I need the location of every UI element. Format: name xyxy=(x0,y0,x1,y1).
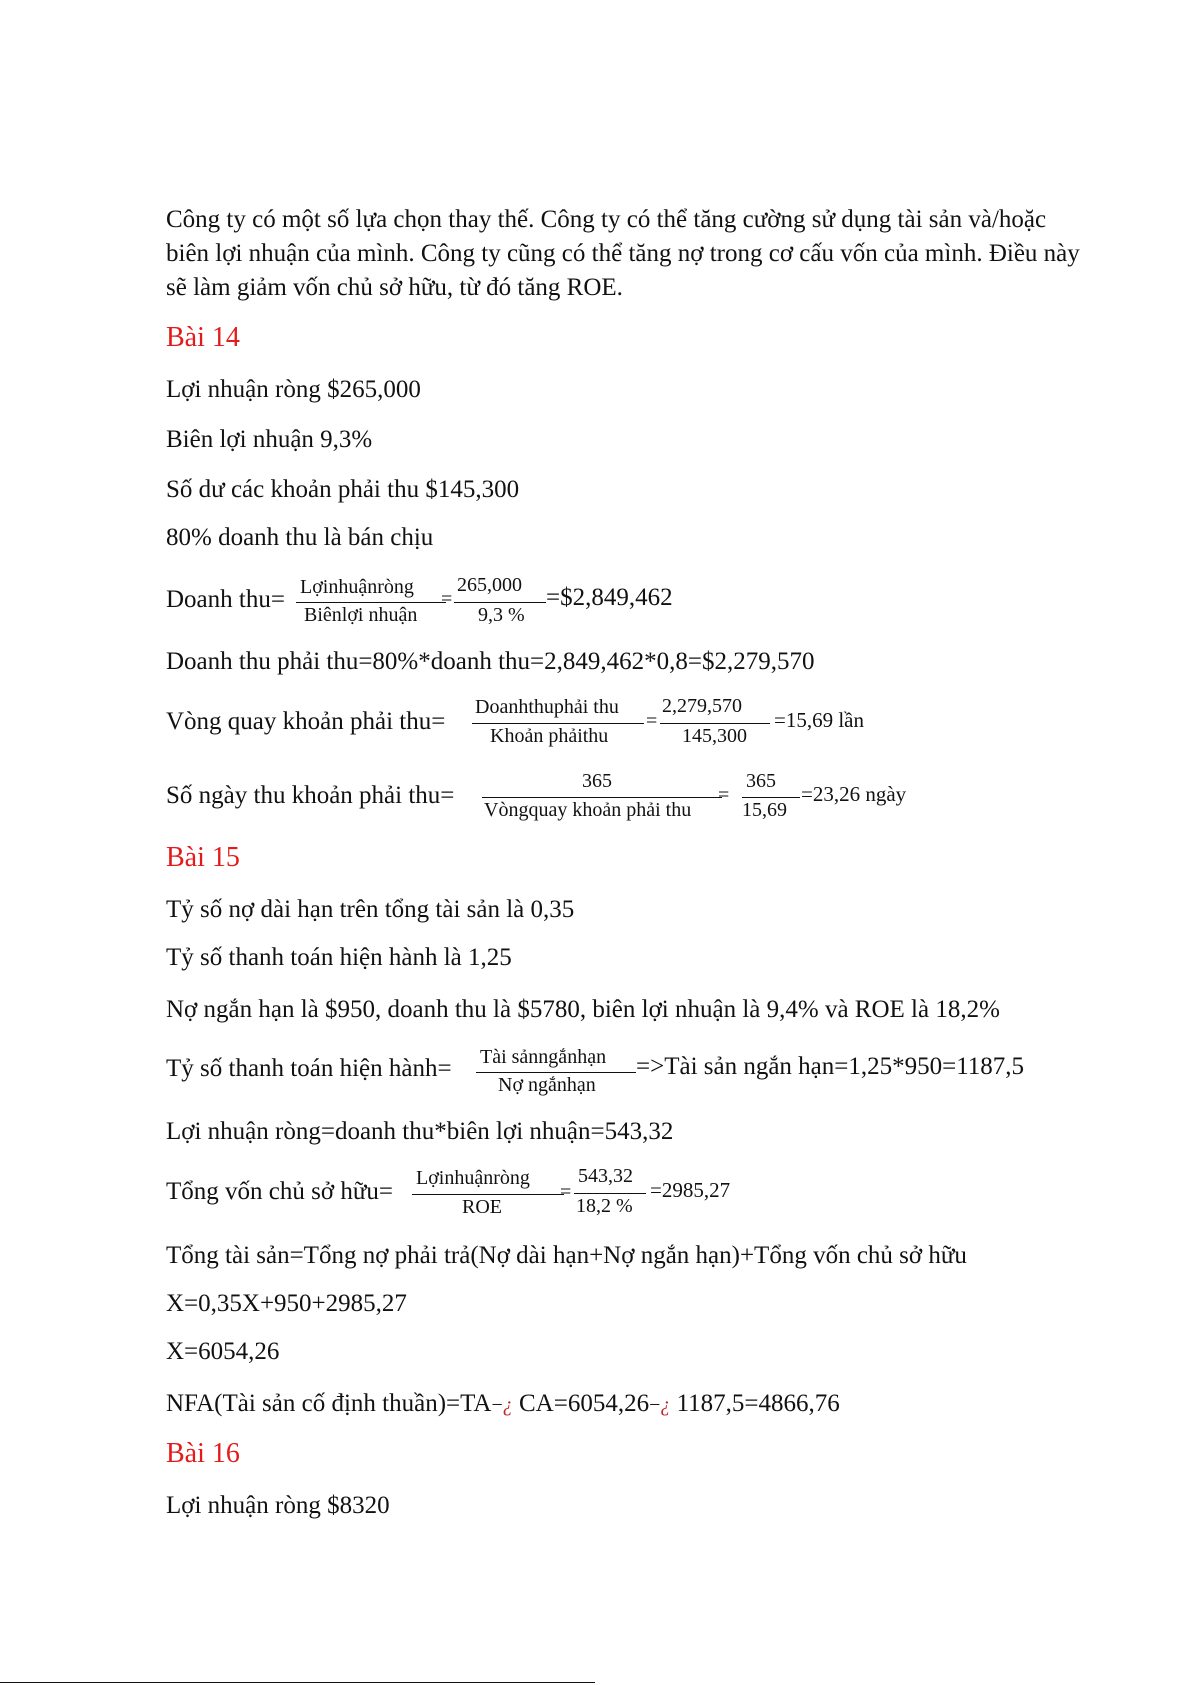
fraction-denominator: 15,69 xyxy=(742,799,787,821)
fraction-numerator: Lợinhuậnròng xyxy=(300,576,414,598)
formula-result: =>Tài sản ngắn hạn=1,25*950=1187,5 xyxy=(636,1053,1025,1080)
formula-doanh-thu xyxy=(166,584,285,616)
fraction-numerator: 365 xyxy=(582,770,612,792)
formula-label: Tỷ số thanh toán hiện hành= xyxy=(166,1055,452,1082)
fraction-denominator: 145,300 xyxy=(682,725,747,747)
bai15-line-equation: X=0,35X+950+2985,27 xyxy=(166,1290,407,1317)
formula-so-ngay xyxy=(166,780,454,812)
bai14-line-credit-revenue: Doanh thu phải thu=80%*doanh thu=2,849,462*0,8=$2,279,570 xyxy=(166,648,815,675)
bai15-line-total-assets: Tổng tài sản=Tổng nợ phải trả(Nợ dài hạn+Nợ ngắn hạn)+Tổng vốn chủ sở hữu xyxy=(166,1242,967,1269)
fraction-bar xyxy=(296,602,446,603)
formula-current-ratio xyxy=(166,1053,452,1085)
fraction-denominator: Nợ ngắnhạn xyxy=(498,1074,596,1096)
fraction-numerator: 543,32 xyxy=(578,1165,633,1187)
bai15-line-givens: Nợ ngắn hạn là $950, doanh thu là $5780, biên lợi nhuận là 9,4% và ROE là 18,2% xyxy=(166,996,1000,1023)
nfa-part-a: NFA(Tài sản cố định thuần)=TA xyxy=(166,1390,492,1417)
fraction-denominator: 18,2 % xyxy=(576,1195,633,1217)
bai14-line-net-income: Lợi nhuận ròng $265,000 xyxy=(166,376,421,403)
fraction-numerator: Lợinhuậnròng xyxy=(416,1167,530,1189)
bai15-line-long-term-debt: Tỷ số nợ dài hạn trên tổng tài sản là 0,35 xyxy=(166,896,575,923)
minus-sign: − xyxy=(649,1394,661,1416)
formula-label: Tổng vốn chủ sở hữu= xyxy=(166,1178,393,1205)
fraction-denominator: ROE xyxy=(462,1196,502,1218)
fraction-numerator: Tài sảnngắnhạn xyxy=(480,1046,607,1068)
formula-label: Doanh thu= xyxy=(166,586,285,613)
inverted-question-glyph: ¿ xyxy=(502,1394,513,1416)
fraction-bar xyxy=(412,1194,564,1195)
bai15-line-net-income: Lợi nhuận ròng=doanh thu*biên lợi nhuận=543,32 xyxy=(166,1118,674,1145)
formula-label: Vòng quay khoản phải thu= xyxy=(166,708,446,735)
heading-bai-14: Bài 14 xyxy=(166,322,240,353)
heading-bai-15: Bài 15 xyxy=(166,842,240,873)
bai15-line-current-ratio: Tỷ số thanh toán hiện hành là 1,25 xyxy=(166,944,512,971)
bai15-line-nfa xyxy=(166,1388,840,1421)
fraction-numerator: Doanhthuphải thu xyxy=(475,696,619,718)
footnote-divider xyxy=(0,1682,595,1683)
equals-sign: = xyxy=(718,784,730,806)
fraction-bar xyxy=(660,723,770,724)
equals-sign: = xyxy=(441,588,453,610)
fraction-numerator: 2,279,570 xyxy=(662,695,742,717)
fraction-bar xyxy=(742,797,800,798)
fraction-denominator: Biênlợi nhuận xyxy=(304,604,418,626)
bai14-line-profit-margin: Biên lợi nhuận 9,3% xyxy=(166,426,373,453)
fraction-denominator: 9,3 % xyxy=(478,604,525,626)
fraction-denominator: Khoản phảithu xyxy=(490,725,609,747)
fraction-numerator: 265,000 xyxy=(457,574,522,596)
formula-result xyxy=(774,708,876,733)
bai15-line-x-value: X=6054,26 xyxy=(166,1338,280,1365)
fraction-denominator: Vòngquay khoản phải thu xyxy=(484,799,692,821)
fraction-bar xyxy=(482,797,722,798)
nfa-part-b: CA=6054,26 xyxy=(512,1390,650,1417)
bai16-line-net-income: Lợi nhuận ròng $8320 xyxy=(166,1492,390,1519)
fraction-bar xyxy=(574,1193,646,1194)
fraction-bar xyxy=(472,723,644,724)
intro-paragraph: Công ty có một số lựa chọn thay thế. Công ty có thể tăng cường sử dụng tài sản và/hoặc biên lợi nhuận của mình. Công ty cũng có thể tăng nợ trong cơ cấu vốn của mình. Điều này sẽ làm giảm vốn chủ sở hữu, từ đó tăng ROE. xyxy=(166,206,1080,301)
nfa-part-c: 1187,5=4866,76 xyxy=(670,1390,840,1417)
fraction-numerator: 365 xyxy=(746,770,776,792)
inverted-question-glyph: ¿ xyxy=(660,1394,671,1416)
formula-result-text: =23,26 ngày xyxy=(801,782,907,806)
formula-result: =$2,849,462 xyxy=(546,584,673,611)
minus-sign: − xyxy=(491,1394,503,1416)
fraction-bar xyxy=(454,602,546,603)
heading-bai-16: Bài 16 xyxy=(166,1438,240,1469)
bai14-line-credit-sales: 80% doanh thu là bán chịu xyxy=(166,524,434,551)
formula-result xyxy=(801,782,921,807)
formula-total-equity xyxy=(166,1176,393,1208)
equals-sign: = xyxy=(560,1181,572,1203)
formula-result: =2985,27 xyxy=(650,1178,731,1202)
bai14-line-receivables: Số dư các khoản phải thu $145,300 xyxy=(166,476,520,503)
fraction-bar xyxy=(476,1072,636,1073)
formula-label: Số ngày thu khoản phải thu= xyxy=(166,782,455,809)
formula-vong-quay xyxy=(166,706,445,738)
equals-sign: = xyxy=(646,710,658,732)
formula-result-text: =15,69 lần xyxy=(774,708,864,732)
